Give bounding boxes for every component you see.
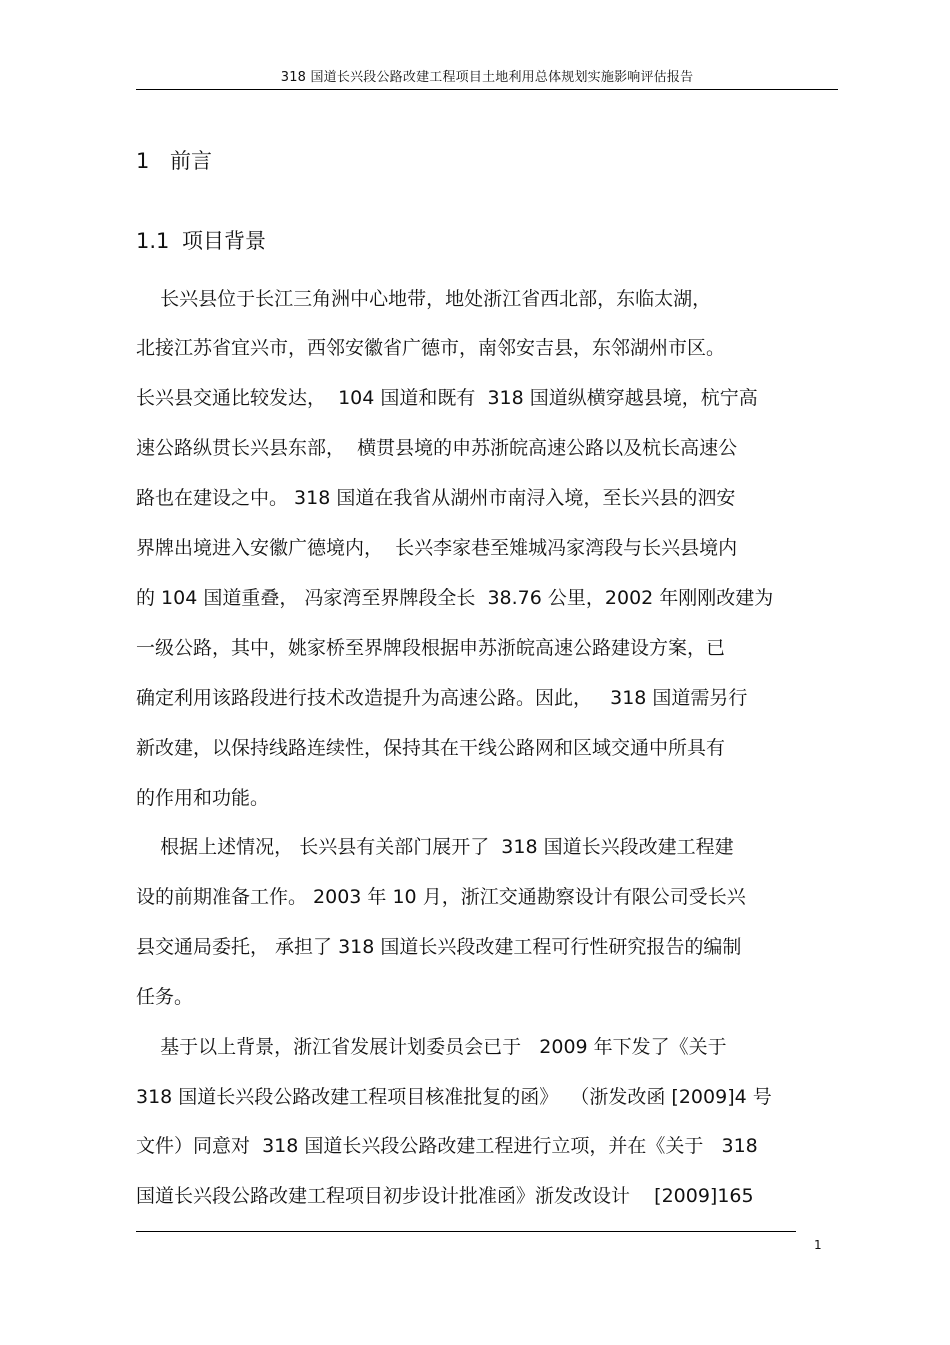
header-rule bbox=[136, 89, 838, 90]
text-line: 任务。 bbox=[136, 986, 194, 1008]
text-line: 县交通局委托， 承担了 318 国道长兴段改建工程可行性研究报告的编制 bbox=[136, 936, 742, 958]
text-line: 长兴县交通比较发达， 104 国道和既有 318 国道纵横穿越县境，杭宁高 bbox=[136, 387, 758, 409]
text-line: 文件）同意对 318 国道长兴段公路改建工程进行立项，并在《关于 318 bbox=[136, 1135, 758, 1157]
text-line: 根据上述情况， 长兴县有关部门展开了 318 国道长兴段改建工程建 bbox=[136, 836, 734, 858]
text-line: 界牌出境进入安徽广德境内， 长兴李家巷至雉城冯家湾段与长兴县境内 bbox=[136, 537, 738, 559]
section-heading bbox=[136, 146, 212, 176]
running-header: 318 国道长兴段公路改建工程项目土地利用总体规划实施影响评估报告 bbox=[280, 70, 694, 85]
text-line: 路也在建设之中。 318 国道在我省从湖州市南浔入境，至长兴县的泗安 bbox=[136, 487, 736, 509]
section-number: 1 bbox=[136, 149, 150, 173]
text-line: 基于以上背景，浙江省发展计划委员会已于 2009 年下发了《关于 bbox=[136, 1036, 727, 1058]
text-line: 新改建，以保持线路连续性，保持其在干线公路网和区域交通中所具有 bbox=[136, 737, 726, 759]
text-line: 318 国道长兴段公路改建工程项目核准批复的函》 （浙发改函 [2009]4 号 bbox=[136, 1086, 772, 1108]
text-line: 的 104 国道重叠， 冯家湾至界牌段全长 38.76 公里，2002 年刚刚改建为 bbox=[136, 587, 774, 609]
text-line: 速公路纵贯长兴县东部， 横贯县境的申苏浙皖高速公路以及杭长高速公 bbox=[136, 437, 738, 459]
subsection-title: 项目背景 bbox=[182, 229, 266, 253]
subsection-number: 1.1 bbox=[136, 229, 170, 253]
text-line: 国道长兴段公路改建工程项目初步设计批准函》浙发改设计 [2009]165 bbox=[136, 1185, 754, 1207]
section-title: 前言 bbox=[170, 149, 212, 173]
text-line: 北接江苏省宜兴市，西邻安徽省广德市，南邻安吉县，东邻湖州市区。 bbox=[136, 337, 726, 359]
text-line: 设的前期准备工作。 2003 年 10 月，浙江交通勘察设计有限公司受长兴 bbox=[136, 886, 746, 908]
text-line: 的作用和功能。 bbox=[136, 787, 270, 809]
text-line: 一级公路，其中，姚家桥至界牌段根据申苏浙皖高速公路建设方案，已 bbox=[136, 637, 726, 659]
text-line: 长兴县位于长江三角洲中心地带，地处浙江省西北部，东临太湖， bbox=[136, 288, 712, 310]
text-line: 确定利用该路段进行技术改造提升为高速公路。因此， 318 国道需另行 bbox=[136, 687, 748, 709]
page-number: 1 bbox=[814, 1238, 822, 1252]
footer-rule bbox=[136, 1231, 796, 1232]
subsection-heading bbox=[136, 226, 266, 256]
